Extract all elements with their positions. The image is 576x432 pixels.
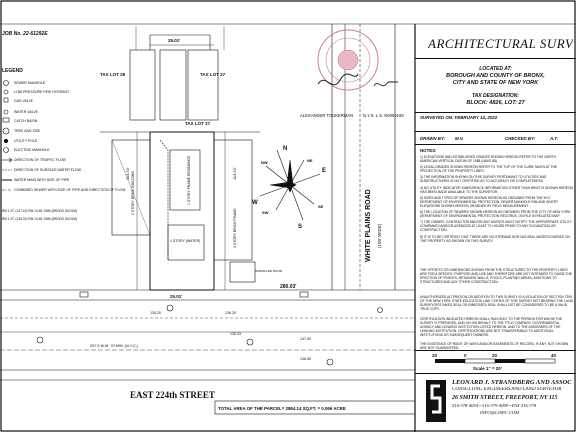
parking-label: 1 STORY (WATER): [170, 239, 201, 243]
drawn-by-label: DRAWN BY:: [420, 136, 446, 141]
note-7: 7) THE OWNER, CONTRACTOR AND/OR ANY AGENTS MUST NOTIFY THE APPROPRIATE UTILITY COMPANIES AND/OR AGENCIES AT LEAST 72 HOURS PRIOR TO ANY EXCAVATION OR CONSTRUCTION.: [420, 220, 572, 233]
street-features: [37, 292, 383, 365]
scale-tick-1: 0: [464, 353, 467, 358]
svg-text:WATER VALVE: WATER VALVE: [14, 110, 38, 114]
svg-text:RM 1.97' (135.32) RM 14.66' 19: RM 1.97' (135.32) RM 14.66' 1988 (BRONX DATUM): [2, 217, 78, 221]
company-email: INFO@LJSPC.COM: [480, 410, 520, 415]
tax-lot-27-top: TAX LOT 27: [200, 72, 226, 77]
note-2: 2) LEGAL GRADES SHOWN HEREON REFER TO THE TOP OF THE CURB TAKEN AT THE PROJECTION OF THE PROPERTY LINES.: [420, 165, 558, 174]
note-5: 5) SIZES AND TYPES OF SEWERS SHOWN HEREON AS OBTAINED FROM THE NYC DEPARTMENT OF ENVIRONMENTAL PROTECTION; SEWER MANHOLE RIM AND INVERT ELEVATIONS SHOWN HEREON OBTAINED BY FIELD MEASUREMENT.: [420, 195, 558, 208]
note-1: 1) ELEVATIONS AND ESTABLISHED GRADES SHOWN HEREON REFER TO THE NORTH AMERICAN VERTICAL DATUM OF 1988 (NAVD 88).: [420, 155, 557, 164]
checked-by-label: CHECKED BY:: [505, 136, 536, 141]
svg-text:TREE AND SIZE: TREE AND SIZE: [14, 129, 41, 133]
corner-distance: 280.03': [280, 284, 297, 290]
surveyor-name: ALEXANDER TOUKERMAN: [300, 113, 354, 118]
svg-text:135.20: 135.20: [150, 311, 161, 315]
scale-tick-0: 20: [432, 353, 438, 358]
svg-text:SEWER MANHOLE: SEWER MANHOLE: [14, 81, 46, 85]
compass-w: W: [252, 200, 258, 206]
scale-label: Scale 1" = 20': [473, 366, 502, 371]
drawn-by: M.V.: [455, 136, 464, 141]
sprinkler-room: SPRINKLER ROOM: [255, 269, 283, 273]
note-6: 6) THE LOCATION OF SEWERS SHOWN HEREON AS OBTAINED FROM THE CITY OF NEW YORK DEPARTMENT OF ENVIRONMENTAL PROTECTION RECORDS, ON FILE IN RELATED MAP.: [420, 210, 571, 219]
bldg-left-label: 2 STORY BRICK BUILDING: [131, 171, 135, 215]
lot-width-bottom: 25.01': [170, 294, 183, 299]
svg-text:RM 1.97' (137.42) RM 14.66' 19: RM 1.97' (137.42) RM 14.66' 1988 (BRONX DATUM): [2, 209, 78, 213]
company-phone: 516-378-4054 • 516-379-4099 • FAX 516-378: [452, 403, 537, 408]
notes-list: [420, 155, 573, 265]
catch-basin-icon: [3, 118, 9, 122]
sewer-manhole-icon: [378, 308, 383, 313]
surveyed-on: SURVEYED ON: FEBRUARY 14, 2022: [420, 115, 498, 120]
depth-right: 114.52': [232, 167, 237, 180]
company-logo: [424, 378, 448, 424]
sewer-manhole-icon: [167, 305, 173, 311]
compass-e: E: [322, 168, 327, 174]
avenue-name: WHITE PLAINS ROAD: [365, 189, 372, 262]
bldg-frame-label: 1 STORY FRAME RESIDENCE: [187, 155, 191, 205]
compass-se: SE: [318, 204, 324, 209]
legend-title: LEGEND: [2, 68, 23, 74]
sewer-manhole-icon: [37, 337, 43, 343]
total-area: TOTAL AREA OF THE PARCEL= 2864.14 SQ.FT. = 0.066 ACRE: [218, 406, 346, 411]
fire-hydrant-icon: [4, 90, 8, 94]
svg-text:137.09: 137.09: [300, 337, 311, 341]
tax-lot-27-mid: TAX LOT 27: [185, 121, 211, 126]
svg-text:CATCH BASIN: CATCH BASIN: [14, 119, 38, 123]
sewer-manhole-icon: [4, 81, 9, 86]
scale-tick-3: 40: [551, 353, 557, 358]
note-4: 4) NO UTILITY INDICATOR SUBSURFACE INFORMATION OTHER THAN WHAT IS SHOWN HEREON HAS BEEN MADE AVAILABLE TO THE SURVEYOR.: [420, 185, 573, 194]
depth-left: 114.52': [125, 167, 130, 180]
svg-text:ELECTRIC MANHOLE: ELECTRIC MANHOLE: [14, 148, 50, 152]
avenue-width: (100' WIDE): [377, 223, 382, 248]
company-address: 26 SMITH STREET, FREEPORT, NY 115: [452, 395, 558, 401]
gas-valve-icon: [4, 98, 8, 102]
company-name: LEONARD J. STRANDBERG AND ASSOC: [452, 379, 572, 386]
compass-sw: SW: [262, 210, 269, 215]
borough: BOROUGH AND COUNTY OF BRONX,: [446, 73, 545, 79]
block-lot: BLOCK: 4826, LOT: 27: [466, 100, 525, 106]
electric-manhole-icon: [4, 148, 9, 153]
company-sub: CONSULTING ENGINEERS AND LAND SURVEYOR: [452, 387, 562, 392]
compass-s: S: [298, 224, 303, 230]
compass-ne: NE: [307, 158, 313, 163]
lot-width-top: 25.01': [168, 38, 181, 43]
scale-bar: [415, 351, 576, 373]
bldg-right-label: 3 STORY BRICK FRAME: [233, 208, 237, 248]
job-number: JOB No. 22-61292E: [2, 31, 48, 37]
street-elevations: [150, 311, 311, 361]
catch-basin-icon: [300, 292, 308, 297]
water-valve-icon: [4, 110, 8, 114]
svg-text:DIRECTION OF TRAFFIC FLOW: DIRECTION OF TRAFFIC FLOW: [14, 158, 66, 162]
legend-symbols: [2, 81, 12, 191]
easements-text: THE EXISTENCE OF RIGHT OF WAYS AND/OR EASEMENTS OF RECORD, IF ANY, NOT SHOWN ARE NOT GUARANTEED.: [420, 342, 569, 351]
unauthorized-text: UNAUTHORIZED ALTERATION OR ADDITION TO THIS SURVEY IS A VIOLATION OF SECTION 7209 OF THE NEW YORK STATE EDUCATION LAW. COPIES OF THIS SURVEY NOT BEARING THE LAND SURVEYOR'S INKED SEAL OR EMBOSSED SEAL SHALL NOT BE CONSIDERED TO BE A VALID TRUE COPY.: [420, 295, 573, 312]
tax-designation-label: TAX DESIGNATION:: [471, 93, 520, 99]
sewer-manhole-icon: [247, 339, 253, 345]
water-main-label: 257.5 W.M. 70 MIN. (N.Y.C.): [90, 344, 139, 348]
notes-title: NOTES:: [420, 148, 437, 153]
svg-text:135.33: 135.33: [230, 332, 241, 336]
svg-text:WATER MAIN WITH SIZE OF PIPE: WATER MAIN WITH SIZE OF PIPE: [14, 178, 70, 182]
svg-text:LOW-PRESSURE FIRE HYDRANT: LOW-PRESSURE FIRE HYDRANT: [14, 90, 70, 94]
street-name: EAST 224th STREET: [130, 390, 215, 400]
offsets-text: THE OFFSETS OR DIMENSIONS SHOWN FROM THE STRUCTURES TO THE PROPERTY LINES ARE FOR A SPECIFIC PURPOSE AND USE AND THEREFORE ARE NOT INTENDED TO GUIDE THE ERECTION OF FENCES, RETAINING WALLS, POOLS, PLANTING AREAS, ADDITIONS TO STRUCTURES AND ANY OTHER CONSTRUCTION.: [420, 268, 573, 285]
firm-title: ARCHITECTURAL SURV: [428, 36, 574, 51]
catch-basin-icon: [80, 292, 88, 297]
surveyor-license: N.Y.S. L.S. N0050189: [363, 113, 404, 118]
water-valve-icon: [327, 359, 333, 365]
svg-text:136.50: 136.50: [300, 357, 311, 361]
frame-residence: [170, 150, 200, 210]
seal-area: [304, 24, 414, 109]
city: CITY AND STATE OF NEW YORK: [452, 80, 539, 86]
svg-text:DIRECTION OF SURFACE WATER FLO: DIRECTION OF SURFACE WATER FLOW: [14, 168, 81, 172]
located-at-label: LOCATED AT:: [479, 66, 512, 72]
tree-icon: [3, 128, 9, 134]
svg-text:UTILITY POLE: UTILITY POLE: [14, 139, 38, 143]
svg-text:GAS VALVE: GAS VALVE: [14, 99, 34, 103]
utility-pole-icon: [4, 139, 8, 143]
svg-text:COMBINED SEWER WITH SIZE OF PI: COMBINED SEWER WITH SIZE OF PIPE AND DIRECTION OF FLOW: [14, 188, 126, 192]
compass-nw: NW: [261, 160, 268, 165]
svg-text:136.30: 136.30: [225, 311, 236, 315]
scale-tick-2: 20: [492, 353, 498, 358]
note-3: 3) THE INFORMATION SHOWN ON THIS SURVEY PERTAINING TO UTILITIES AND SUBSTRUCTURES IS NOT CERTIFIED AS TO ACCURACY OR COMPLETENESS.: [420, 175, 547, 184]
note-8: 8) IT IS TO BE CERTIFIED THAT THERE ARE NO STREAMS NOR NATURAL WATERCOURSES ON THE PROPERTY AS SHOWN ON THIS SURVEY.: [420, 234, 570, 243]
checked-by: A.T.: [550, 136, 558, 141]
legend-labels: [2, 81, 126, 221]
certification-text: CERTIFICATION INDICATED HEREON SHALL RUN ONLY TO THE PERSON FOR WHOM THE SURVEY IS PREPARED, AND ON HIS BEHALF TO THE TITLE COMPANY, GOVERNMENTAL AGENCY AND LENDING INSTITUTION LISTED HEREON, AND TO THE ASSIGNEES OF THE LENDING INSTITUTION. CERTIFICATIONS ARE NOT TRANSFERABLE TO ADDITIONAL INSTITUTIONS OR SUBSEQUENT OWNERS.: [420, 317, 563, 338]
tax-lot-28: TAX LOT 28: [100, 72, 126, 77]
compass-n: N: [283, 146, 288, 152]
